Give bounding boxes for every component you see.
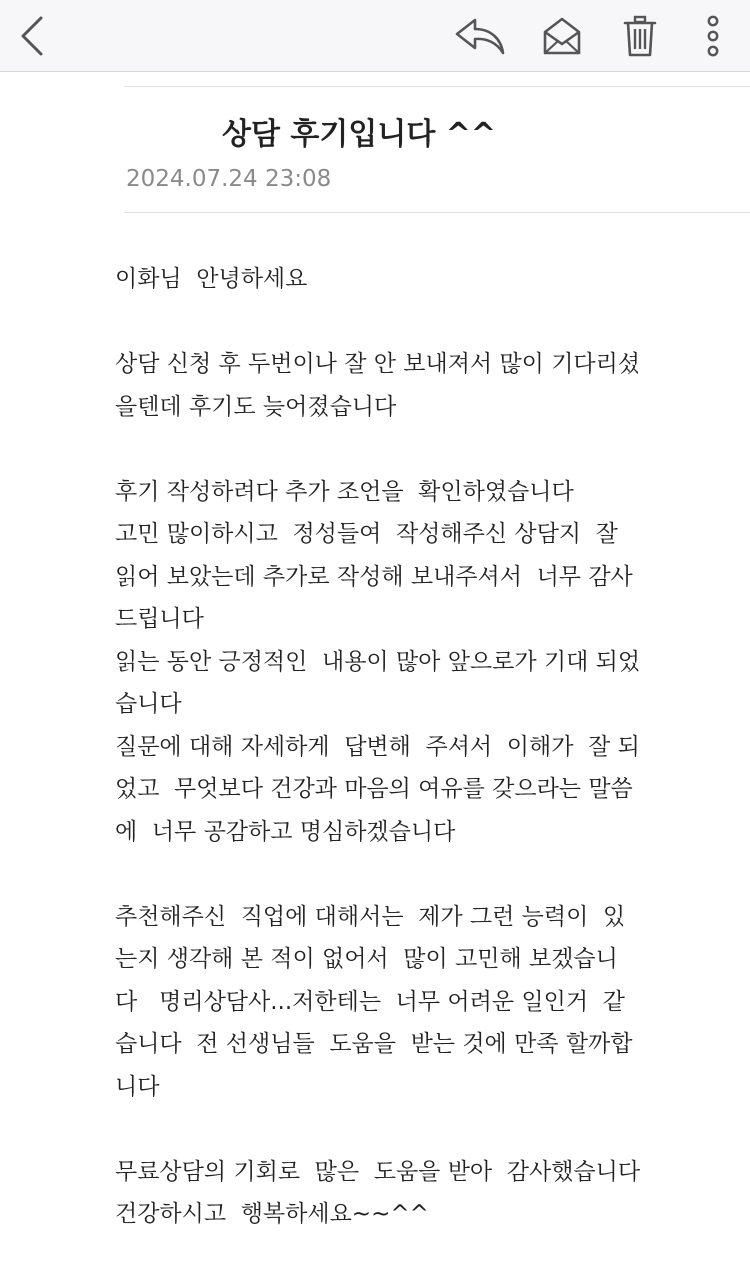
body-line: 습니다 전 선생님들 도움을 받는 것에 만족 할까합 [115, 1031, 633, 1057]
top-toolbar [0, 0, 750, 72]
paragraph [115, 258, 675, 301]
paragraph-gap [115, 428, 675, 471]
body-line: 읽는 동안 긍정적인 내용이 많아 앞으로가 기대 되었 [115, 648, 641, 675]
more-options-button[interactable] [690, 0, 736, 72]
body-line: 드립니다 [115, 606, 204, 632]
body-line: 는지 생각해 본 적이 없어서 많이 고민해 보겠습니 [115, 946, 618, 972]
body-line: 다 명리상담사...저한테는 너무 어려운 일인거 같 [115, 988, 625, 1015]
paragraph [115, 471, 675, 854]
body-line: 이화님 안녕하세요 [115, 266, 308, 292]
paragraph-gap [115, 853, 675, 896]
delete-button[interactable] [614, 0, 666, 72]
body-line: 질문에 대해 자세하게 답변해 주셔서 이해가 잘 되 [115, 733, 640, 760]
body-line: 후기 작성하려다 추가 조언을 확인하였습니다 [115, 478, 574, 505]
body-line: 읽어 보았는데 추가로 작성해 보내주셔서 너무 감사 [115, 563, 633, 590]
body-line: 상담 신청 후 두번이나 잘 안 보내져서 많이 기다리셨 [115, 351, 641, 377]
body-line: 추천해주신 직업에 대해서는 제가 그런 능력이 있 [115, 903, 626, 930]
body-line: 었고 무엇보다 건강과 마음의 여유를 갖으라는 말씀 [115, 776, 633, 802]
body-line: 무료상담의 기회로 많은 도움을 받아 감사했습니다 [115, 1158, 641, 1185]
message-header [124, 86, 750, 213]
paragraph [115, 896, 675, 1109]
paragraph [115, 343, 675, 428]
message-date: 2024.07.24 23:08 [126, 166, 332, 192]
envelope-open-icon [542, 16, 582, 56]
paragraph-gap [115, 301, 675, 344]
body-line: 니다 [115, 1073, 160, 1100]
paragraph [115, 1151, 675, 1236]
body-line: 을텐데 후기도 늦어졌습니다 [115, 393, 397, 420]
body-line: 건강하시고 행복하세요~~^^ [115, 1201, 429, 1227]
more-vertical-icon [706, 15, 720, 57]
message-subject: 상담 후기입니다 ^^ [222, 117, 497, 152]
body-line: 습니다 [115, 691, 182, 717]
reply-icon [453, 16, 507, 56]
paragraph-gap [115, 1108, 675, 1151]
reply-button[interactable] [450, 0, 510, 72]
back-button[interactable] [8, 0, 56, 72]
body-line: 에 너무 공감하고 명심하겠습니다 [115, 818, 456, 845]
trash-icon [623, 15, 657, 57]
chevron-left-icon [17, 14, 47, 58]
body-line: 고민 많이하시고 정성들여 작성해주신 상담지 잘 [115, 521, 618, 547]
message-body [115, 258, 675, 1236]
mark-unread-button[interactable] [536, 0, 588, 72]
